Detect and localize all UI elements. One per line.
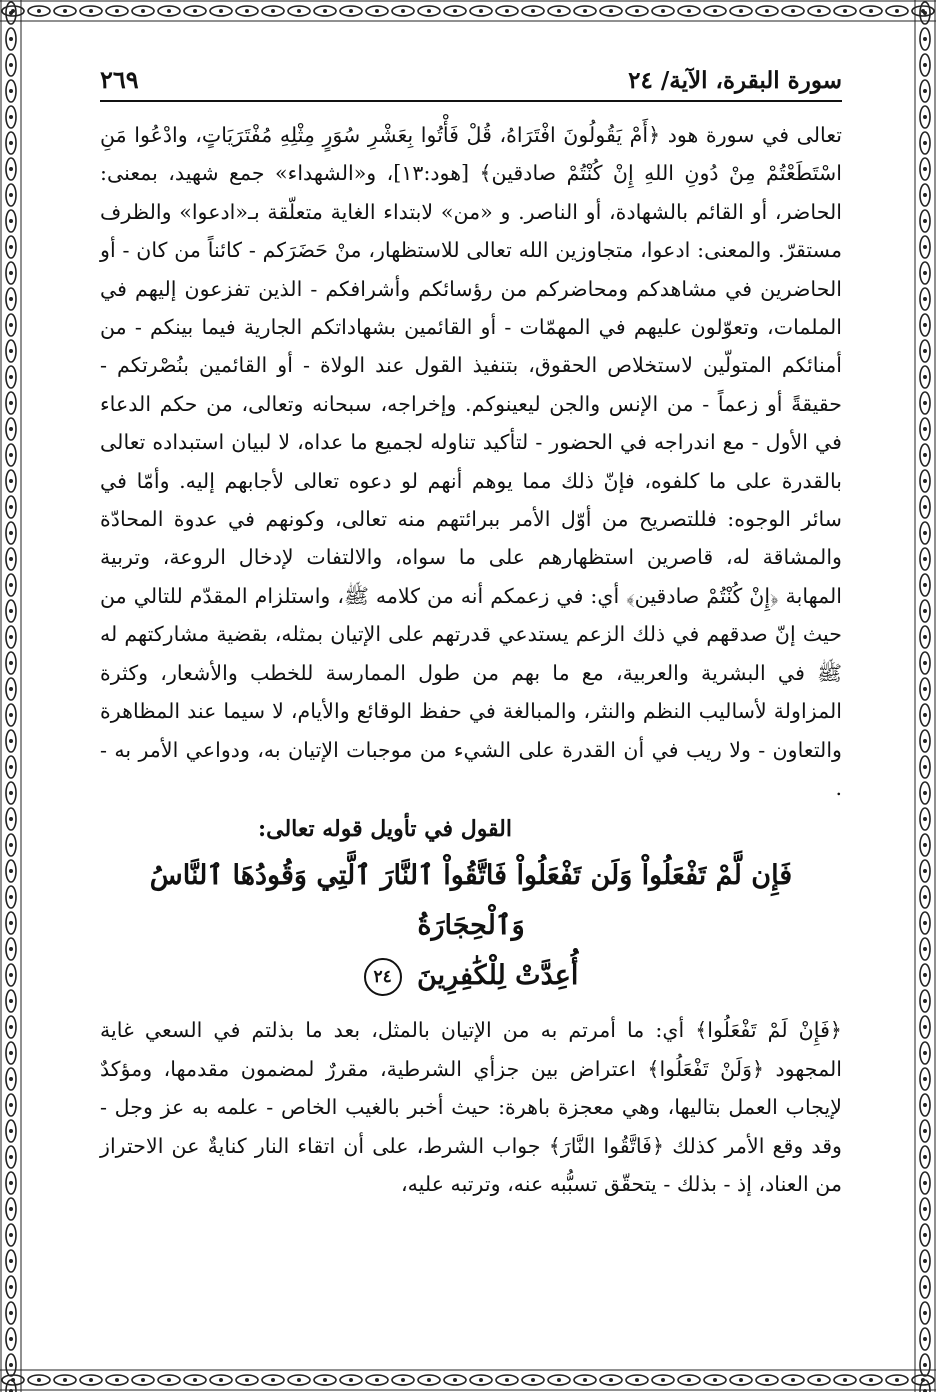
commentary-paragraph-2 [100,1011,842,1203]
section-heading: القول في تأويل قوله تعالى: [258,816,512,843]
paragraph-text: تعالى في سورة هود ﴿أَمْ يَقُولُونَ افْتَرَاهُ، قُلْ فَأْتُوا بِعَشْرِ سُوَرٍ مِثْلِهِ مُفْتَرَيَاتٍ، وادْعُوا مَنِ اسْتَطَعْتُمْ مِنْ دُونِ اللهِ إِنْ كُنْتُمْ صادقين﴾ [هود:١٣]، و«الشهداء» جمع شهيد، بمعنى: الحاضر، أو القائم بالشهادة، أو الناصر. و «من» لابتداء الغاية متعلّقة بـ«ادعوا» والظرف مستقرّ. والمعنى: ادعوا، متجاوزين الله تعالى للاستظهار، منْ حَضَرَكم - كائناً من كان - أو الحاضرين في مشاهدكم ومحاضركم من رؤسائكم وأشرافكم - الذين تفزعون إليهم في الملمات، وتعوّلون عليهم في المهمّات - أو القائمين بشهاداتكم الجارية فيما بينكم - من أمنائكم المتولّين لاستخلاص الحقوق، بتنفيذ القول عند الولاة - أو القائمين بنُصْرتكم - حقيقةً أو زعماً - من الإنس والجن ليعينوكم. وإخراجه، سبحانه وتعالى، من حكم الدعاء في الأول - مع اندراجه في الحضور - لتأكيد تناوله لجميع ما عداه، لا لبيان استبداده تعالى بالقدرة على ما كلفوه، فإنّ ذلك مما يوهم أنهم لو دعوه تعالى لأجابهم إليه. وأمّا في سائر الوجوه: فللتصريح من أوّل الأمر ببرائتهم منه تعالى، وكونهم في عدوة المحادّة والمشاقة له، قاصرين استظهارهم على ما سواه، والالتفات لإدخال الروعة، وتربية المهابة ﴿إِنْ كُنْتُمْ صادقين﴾ أي: في زعمكم أنه من كلامه ﷺ، واستلزام المقدّم للتالي من حيث إنّ صدقهم في ذلك الزعم يستدعي قدرتهم على الإتيان بمثله، بقضية مشاركتهم له ﷺ في البشرية والعربية، مع ما بهم من طول الممارسة للخطب والأشعار، وكثرة المزاولة لأساليب النظم والنثر، والمبالغة في حفظ الوقائع والأيام، لا سيما عند المظاهرة والتعاون - ولا ريب في أن القدرة على الشيء من موجبات الإتيان به، ودواعي الأمر به - . [100,123,842,800]
page-number: ٢٦٩ [100,65,139,94]
verse-line-1: فَإِن لَّمْ تَفْعَلُواْ وَلَن تَفْعَلُواْ فَاتَّقُواْ ٱلنَّارَ ٱلَّتِي وَقُودُهَا ٱلنَّاسُ وَٱلْحِجَارَةُ [149,860,793,942]
verse-line-2-text: أُعِدَّتْ لِلْكَٰفِرِينَ [417,960,579,992]
decorative-border-bottom [0,1368,936,1392]
decorative-border-right [914,0,936,1392]
page-header [100,56,842,102]
paragraph-text: ﴿فَإِنْ لَمْ تَفْعَلُوا﴾ أي: ما أمرتم به من الإتيان بالمثل، بعد ما بذلتم في السعي غاية المجهود ﴿وَلَنْ تَفْعَلُوا﴾ اعتراض بين جزأي الشرطية، مقررٌ لمضمون مقدمها، ومؤكدٌ لإيجاب العمل بتاليها، وهي معجزة باهرة: حيث أخبر بالغيب الخاص - علمه به عز وجل - وقد وقع الأمر كذلك ﴿فَاتَّقُوا النَّارَ﴾ جواب الشرط، على أن اتقاء النار كنايةٌ عن الاحتراز من العناد، إذ - بذلك - يتحقّق تسبُّبه عنه، وترتبه عليه، [100,1018,842,1196]
decorative-border-left [0,0,22,1392]
decorative-border-top [0,0,936,22]
verse-number-ornament [364,958,402,996]
verse-number: ٢٤ [373,966,392,987]
commentary-paragraph-1 [100,116,842,807]
quran-verse [100,851,842,1001]
verse-line-2 [100,951,842,1001]
book-page [100,56,842,1346]
running-title: سورة البقرة، الآية/ ٢٤ [628,67,842,94]
